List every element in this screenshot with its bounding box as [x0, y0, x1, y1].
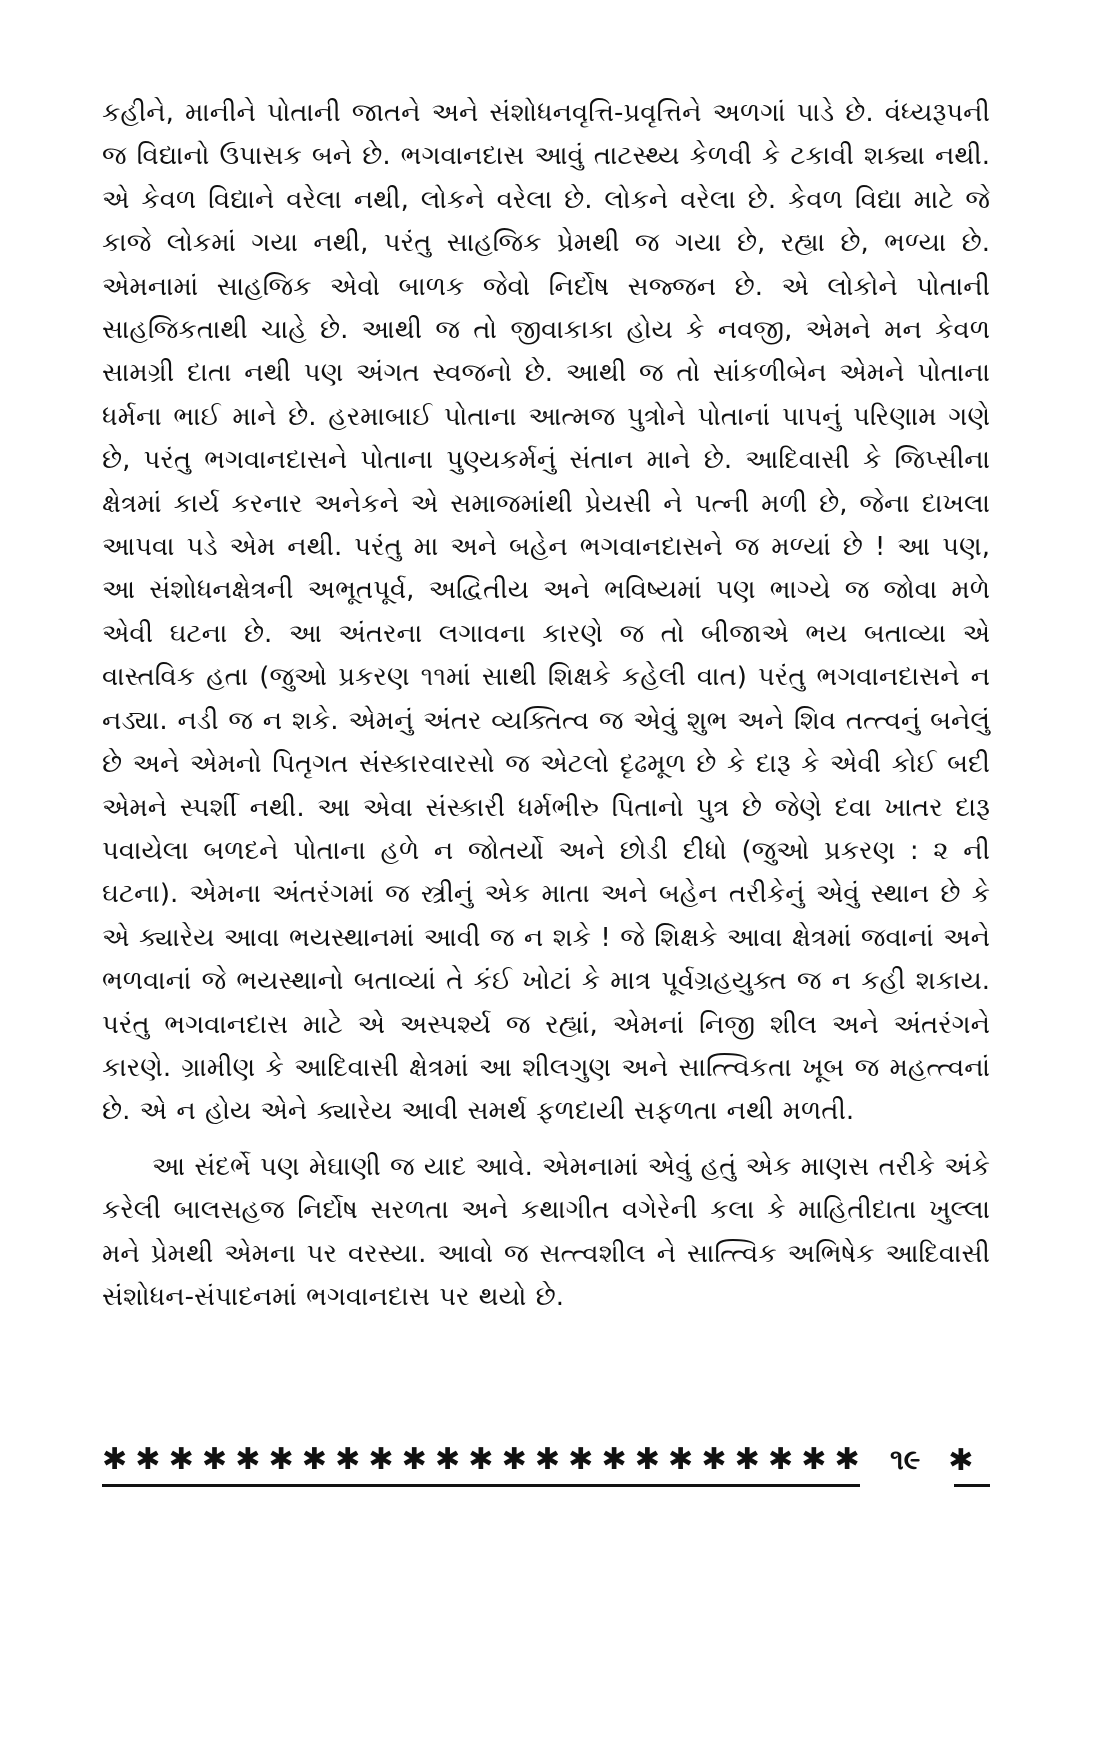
- footer-rule: [102, 1484, 860, 1487]
- star-ornament-icon: ✱: [501, 1445, 527, 1475]
- star-ornament-icon: ✱: [168, 1445, 194, 1475]
- star-ornament-icon: ✱: [734, 1445, 760, 1475]
- star-ornament-icon: ✱: [634, 1445, 660, 1475]
- star-ornament-icon: ✱: [434, 1445, 461, 1475]
- star-ornament-icon: ✱: [568, 1445, 594, 1475]
- star-ornament-icon: ✱: [368, 1445, 394, 1475]
- star-ornament-icon: ✱: [268, 1445, 294, 1475]
- star-ornament-icon: ✱: [401, 1445, 427, 1475]
- star-ornament-icon: ✱: [534, 1445, 560, 1475]
- page: [102, 92, 990, 1652]
- star-ornament-icon: ✱: [235, 1445, 261, 1475]
- star-ornament-icon: ✱: [767, 1445, 794, 1475]
- page-footer: [102, 1438, 990, 1498]
- star-ornament-icon: ✱: [135, 1445, 161, 1475]
- star-ornament-icon: ✱: [668, 1445, 694, 1475]
- star-ornament-icon: ✱: [468, 1445, 494, 1475]
- star-ornament-icon: ✱: [834, 1445, 860, 1475]
- body-text: [102, 92, 990, 1319]
- star-ornament-icon: ✱: [948, 1442, 974, 1478]
- star-border: [102, 1445, 860, 1475]
- star-ornament-icon: ✱: [701, 1445, 727, 1475]
- footer-rule-end: [954, 1484, 990, 1487]
- star-ornament-icon: ✱: [201, 1445, 228, 1475]
- star-ornament-icon: ✱: [335, 1445, 361, 1475]
- star-ornament-icon: ✱: [301, 1445, 327, 1475]
- paragraph-2: આ સંદર્ભે પણ મેઘાણી જ યાદ આવે. એમનામાં એવું હતું એક માણસ તરીકે અંકે કરેલી બાલસહજ નિર્દોષ સરળતા અને કથાગીત વગેરેની કલા કે માહિતીદાતા ખુલ્લા મને પ્રેમથી એમના પર વરસ્યા. આવો જ સત્ત્વશીલ ને સાત્ત્વિક અભિષેક આદિવાસી સંશોધન-સંપાદનમાં ભગવાનદાસ પર થયો છે.: [102, 1151, 990, 1312]
- star-ornament-icon: ✱: [801, 1445, 827, 1475]
- page-number: ૧૯: [890, 1443, 921, 1476]
- star-ornament-icon: ✱: [601, 1445, 627, 1475]
- paragraph-1: કહીને, માનીને પોતાની જાતને અને સંશોધનવૃત્તિ-પ્રવૃત્તિને અળગાં પાડે છે. વંધ્યરૂપની જ વિદ્યાનો ઉપાસક બને છે. ભગવાનદાસ આવું તાટસ્થ્ય કેળવી કે ટકાવી શક્યા નથી. એ કેવળ વિદ્યાને વરેલા નથી, લોકને વરેલા છે. લોકને વરેલા છે. કેવળ વિદ્યા માટે જે કાજે લોકમાં ગયા નથી, પરંતુ સાહજિક પ્રેમથી જ ગયા છે, રહ્યા છે, ભળ્યા છે. એમનામાં સાહજિક એવો બાળક જેવો નિર્દોષ સજ્જન છે. એ લોકોને પોતાની સાહજિકતાથી ચાહે છે. આથી જ તો જીવાકાકા હોય કે નવજી, એમને મન કેવળ સામગ્રી દાતા નથી પણ અંગત સ્વજનો છે. આથી જ તો સાંકળીબેન એમને પોતાના ધર્મના ભાઈ માને છે. હરમાબાઈ પોતાના આત્મજ પુત્રોને પોતાનાં પાપનું પરિણામ ગણે છે, પરંતુ ભગવાનદાસને પોતાના પુણ્યકર્મનું સંતાન માને છે. આદિવાસી કે જિપ્સીના ક્ષેત્રમાં કાર્ય કરનાર અનેકને એ સમાજમાંથી પ્રેયસી ને પત્ની મળી છે, જેના દાખલા આપવા પડે એમ નથી. પરંતુ મા અને બહેન ભગવાનદાસને જ મળ્યાં છે ! આ પણ, આ સંશોધનક્ષેત્રની અભૂતપૂર્વ, અદ્વિતીય અને ભવિષ્યમાં પણ ભાગ્યે જ જોવા મળે એવી ઘટના છે. આ અંતરના લગાવના કારણે જ તો બીજાએ ભય બતાવ્યા એ વાસ્તવિક હતા (જુઓ પ્રકરણ ૧૧માં સાથી શિક્ષકે કહેલી વાત) પરંતુ ભગવાનદાસને ન નડ્યા. નડી જ ન શકે. એમનું અંતર વ્યક્તિત્વ જ એવું શુભ અને શિવ તત્ત્વનું બનેલું છે અને એમનો પિતૃગત સંસ્કારવારસો જ એટલો દૃઢમૂળ છે કે દારૂ કે એવી કોઈ બદી એમને સ્પર્શી નથી. આ એવા સંસ્કારી ધર્મભીરુ પિતાનો પુત્ર છે જેણે દવા ખાતર દારૂ પવાયેલા બળદને પોતાના હળે ન જોતર્યો અને છોડી દીધો (જુઓ પ્રકરણ : ૨ ની ઘટના). એમના અંતરંગમાં જ સ્ત્રીનું એક માતા અને બહેન તરીકેનું એવું સ્થાન છે કે એ ક્યારેય આવા ભયસ્થાનમાં આવી જ ન શકે ! જે શિક્ષકે આવા ક્ષેત્રમાં જવાનાં અને ભળવાનાં જે ભયસ્થાનો બતાવ્યાં તે કંઈ ખોટાં કે માત્ર પૂર્વગ્રહયુક્ત જ ન કહી શકાય. પરંતુ ભગવાનદાસ માટે એ અસ્પર્શ્ય જ રહ્યાં, એમનાં નિજી શીલ અને અંતરંગને કારણે. ગ્રામીણ કે આદિવાસી ક્ષેત્રમાં આ શીલગુણ અને સાત્ત્વિકતા ખૂબ જ મહત્ત્વનાં છે. એ ન હોય એને ક્યારેય આવી સમર્થ ફળદાયી સફળતા નથી મળતી.: [102, 98, 990, 1127]
- star-ornament-icon: ✱: [102, 1445, 128, 1475]
